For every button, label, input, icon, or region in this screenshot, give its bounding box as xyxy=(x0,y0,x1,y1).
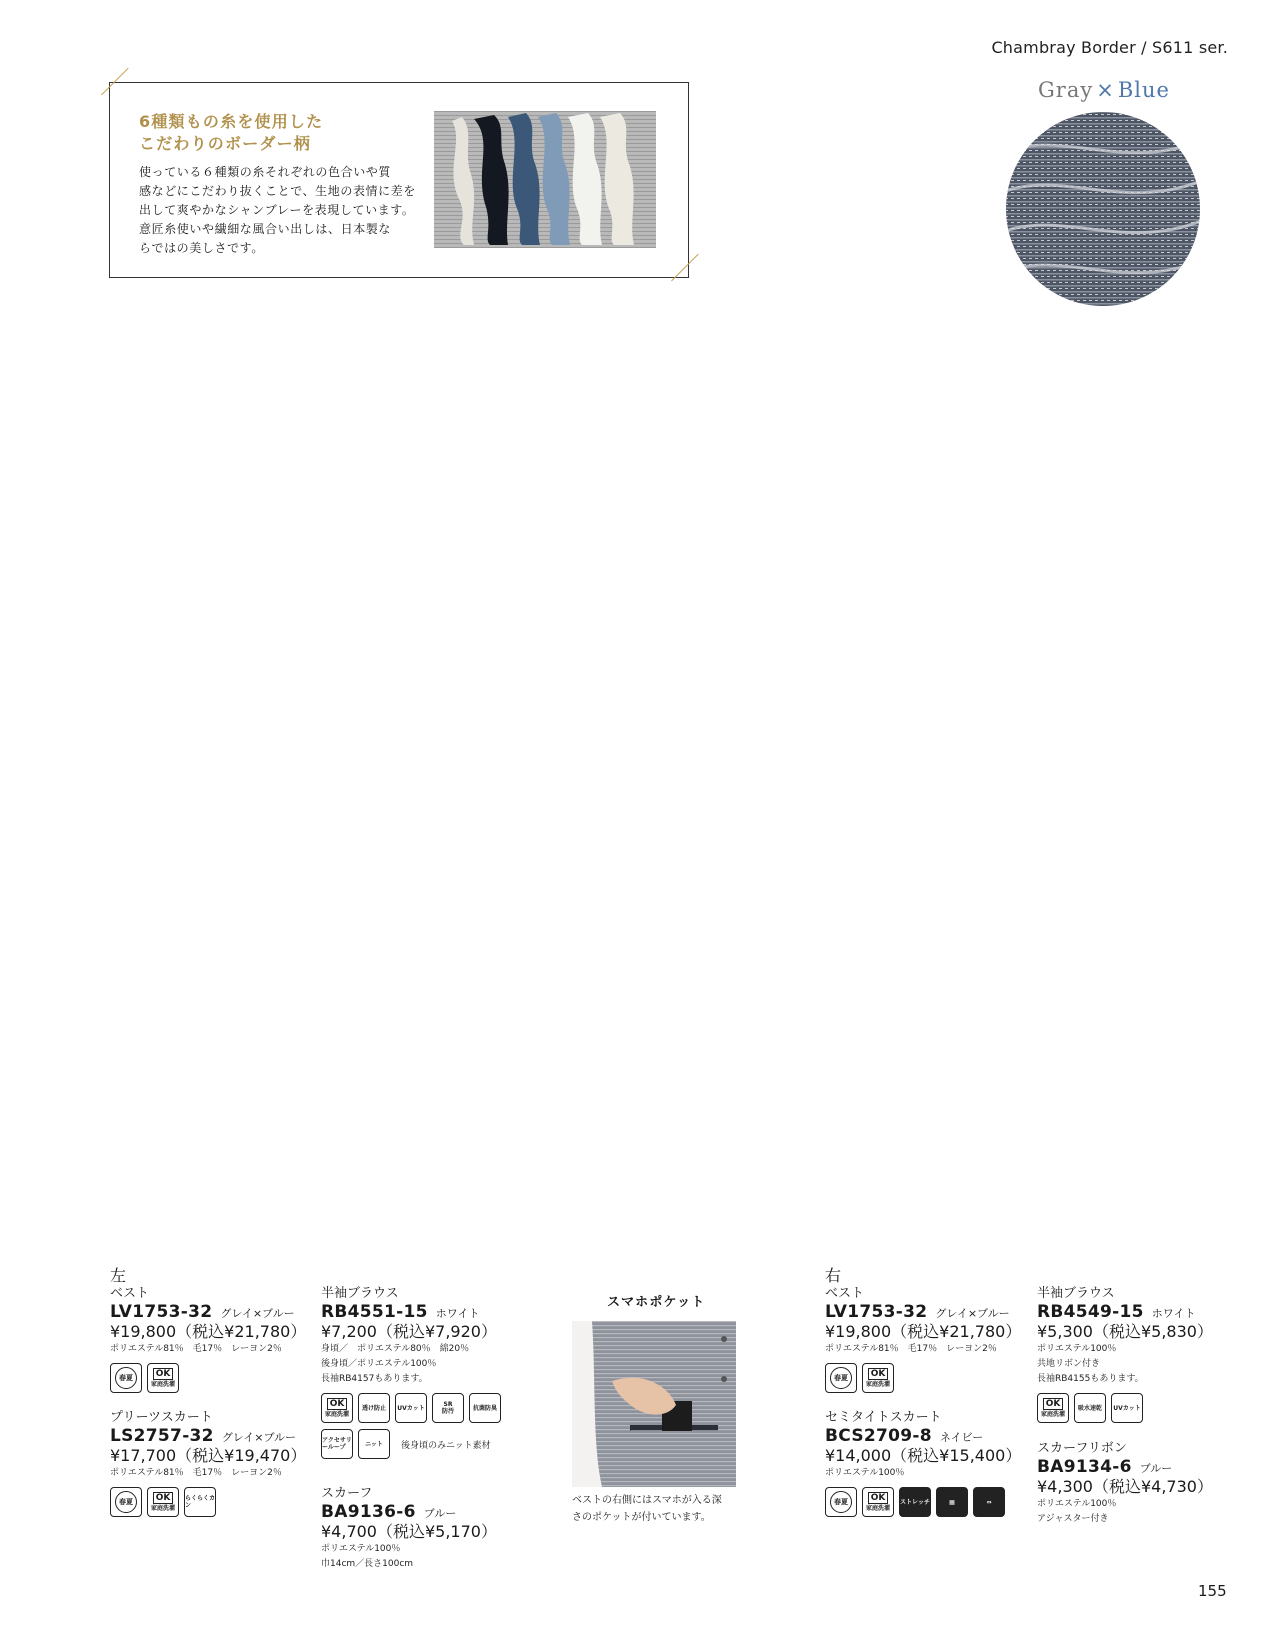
yarn-photo xyxy=(434,111,656,248)
stain-label: 防汚 xyxy=(441,1408,454,1415)
product-material: ポリエステル100％ xyxy=(321,1544,401,1554)
pattern-icon: ▦ xyxy=(936,1487,968,1517)
product-price: ¥5,300（税込¥5,830） xyxy=(1037,1322,1213,1341)
knit-icon xyxy=(358,1429,390,1459)
product-note: アジャスター付き xyxy=(1037,1514,1109,1524)
home-wash-label: 家庭洗濯 xyxy=(324,1411,349,1418)
left-heading: 左 xyxy=(110,1266,127,1285)
knit-label: ニット xyxy=(365,1440,383,1448)
color-x: × xyxy=(1096,78,1115,102)
feature-body-line: 出して爽やかなシャンブレーを表現しています。 xyxy=(139,203,415,217)
see-through-icon xyxy=(358,1393,390,1423)
home-wash-icon xyxy=(862,1363,894,1393)
ok-label: OK xyxy=(868,1492,889,1504)
season-label: 春夏 xyxy=(115,1491,137,1513)
uv-label: UVカット xyxy=(397,1404,425,1412)
care-icons xyxy=(825,1487,1021,1517)
feature-title xyxy=(139,111,323,155)
product-category: セミタイトスカート xyxy=(825,1410,942,1425)
season-icon xyxy=(110,1363,142,1393)
product-price: ¥14,000（税込¥15,400） xyxy=(825,1446,1022,1465)
left-scarf xyxy=(321,1486,497,1572)
product-code: RB4551-15 xyxy=(321,1302,428,1322)
product-category: 半袖ブラウス xyxy=(1037,1286,1115,1301)
uv-cut-icon xyxy=(395,1393,427,1423)
product-code: BCS2709-8 xyxy=(825,1426,932,1446)
product-category: スカーフ xyxy=(321,1486,373,1501)
corner-decoration xyxy=(101,68,129,96)
product-category: ベスト xyxy=(110,1286,150,1301)
home-wash-icon xyxy=(321,1393,353,1423)
home-wash-label: 家庭洗濯 xyxy=(150,1381,175,1388)
product-color: グレイ×ブルー xyxy=(221,1431,297,1444)
page-number: 155 xyxy=(1198,1582,1227,1600)
sr-label: SR xyxy=(443,1401,453,1408)
home-wash-icon xyxy=(1037,1393,1069,1423)
pocket-photo xyxy=(572,1321,736,1487)
series-title: Chambray Border / S611 ser. xyxy=(991,38,1228,57)
right-ribbon xyxy=(1037,1441,1213,1527)
care-icons xyxy=(321,1393,501,1423)
product-color: ホワイト xyxy=(435,1307,480,1320)
product-price: ¥7,200（税込¥7,920） xyxy=(321,1322,497,1341)
home-wash-label: 家庭洗濯 xyxy=(1040,1411,1065,1418)
home-wash-label: 家庭洗濯 xyxy=(865,1505,890,1512)
corner-decoration xyxy=(671,254,699,282)
product-category: 半袖ブラウス xyxy=(321,1286,399,1301)
season-label: 春夏 xyxy=(115,1367,137,1389)
color-label xyxy=(1038,78,1170,102)
left-vest xyxy=(110,1286,306,1393)
product-category: スカーフリボン xyxy=(1037,1441,1127,1456)
feature-body-line: 感などにこだわり抜くことで、生地の表情に差を xyxy=(139,184,416,198)
product-color: グレイ×ブルー xyxy=(935,1307,1010,1320)
color-blue: Blue xyxy=(1117,78,1170,102)
feature-title-line: こだわりのボーダー柄 xyxy=(139,134,312,153)
uv-label: UVカット xyxy=(1113,1404,1141,1412)
product-code: LV1753-32 xyxy=(110,1302,213,1322)
product-material: ポリエステル100％ xyxy=(1037,1499,1117,1509)
uv-cut-icon xyxy=(1111,1393,1143,1423)
product-material: 後身頃／ポリエステル100％ xyxy=(321,1359,437,1369)
feature-title-line: 6種類もの糸を使用した xyxy=(139,112,324,131)
product-code: BA9136-6 xyxy=(321,1502,416,1522)
product-code: LS2757-32 xyxy=(110,1426,214,1446)
care-icons xyxy=(1037,1393,1213,1423)
ok-label: OK xyxy=(327,1398,348,1410)
care-icons xyxy=(825,1363,1021,1393)
stretch-icon xyxy=(899,1487,931,1517)
product-price: ¥17,700（税込¥19,470） xyxy=(110,1446,307,1465)
product-material: 共地リボン付き xyxy=(1037,1359,1101,1369)
stretch-label: ストレッチ xyxy=(900,1498,930,1506)
season-icon xyxy=(825,1363,857,1393)
product-material: ポリエステル81％ 毛17％ レーヨン2％ xyxy=(825,1344,997,1354)
feature-box xyxy=(109,82,689,278)
product-price: ¥19,800（税込¥21,780） xyxy=(110,1322,307,1341)
antibacterial-icon xyxy=(469,1393,501,1423)
product-material: ポリエステル100％ xyxy=(1037,1344,1117,1354)
stain-guard-icon xyxy=(432,1393,464,1423)
care-icons xyxy=(110,1363,306,1393)
home-wash-icon xyxy=(862,1487,894,1517)
product-material: 身頃／ ポリエステル80％ 綿20％ xyxy=(321,1344,470,1354)
pocket-caption-line: さのポケットが付いています。 xyxy=(572,1512,711,1523)
knit-note: 後身頃のみニット素材 xyxy=(401,1440,491,1451)
home-wash-label: 家庭洗濯 xyxy=(865,1381,890,1388)
product-color: グレイ×ブルー xyxy=(220,1307,295,1320)
home-wash-icon xyxy=(147,1363,179,1393)
product-size: 巾14cm／長さ100cm xyxy=(321,1559,414,1569)
feature-body-line: らではの美しさです。 xyxy=(139,241,264,255)
feature-body xyxy=(139,163,416,258)
product-code: LV1753-32 xyxy=(825,1302,928,1322)
product-material: ポリエステル81％ 毛17％ レーヨン2％ xyxy=(110,1468,282,1478)
feature-body-line: 意匠糸使いや繊細な風合い出しは、日本製な xyxy=(139,222,392,236)
easy-wrap-icon xyxy=(184,1487,216,1517)
product-price: ¥4,300（税込¥4,730） xyxy=(1037,1477,1213,1496)
season-label: 春夏 xyxy=(830,1367,852,1389)
left-skirt xyxy=(110,1410,306,1517)
product-price: ¥19,800（税込¥21,780） xyxy=(825,1322,1022,1341)
quick-dry-icon xyxy=(1074,1393,1106,1423)
product-category: プリーツスカート xyxy=(110,1410,213,1425)
product-material: 長袖RB4155もあります。 xyxy=(1037,1374,1144,1384)
flex-icon: ⇔ xyxy=(973,1487,1005,1517)
season-icon xyxy=(825,1487,857,1517)
home-wash-label: 家庭洗濯 xyxy=(150,1505,175,1512)
right-vest xyxy=(825,1286,1021,1393)
quickdry-label: 吸水速乾 xyxy=(1077,1404,1102,1412)
product-color: ブルー xyxy=(423,1507,457,1520)
product-code: BA9134-6 xyxy=(1037,1457,1132,1477)
care-icons xyxy=(321,1429,501,1459)
season-icon xyxy=(110,1487,142,1517)
product-price: ¥4,700（税込¥5,170） xyxy=(321,1522,497,1541)
ok-label: OK xyxy=(1043,1398,1064,1410)
ok-label: OK xyxy=(153,1368,174,1380)
pocket-title: スマホポケット xyxy=(607,1295,706,1310)
accessory-loop-icon xyxy=(321,1429,353,1459)
ok-label: OK xyxy=(868,1368,889,1380)
left-blouse xyxy=(321,1286,501,1459)
home-wash-icon xyxy=(147,1487,179,1517)
product-material: 長袖RB4157もあります。 xyxy=(321,1374,428,1384)
product-color: ホワイト xyxy=(1151,1307,1196,1320)
pocket-caption-line: ベストの右側にはスマホが入る深 xyxy=(572,1495,722,1506)
ok-label: OK xyxy=(153,1492,174,1504)
product-color: ネイビー xyxy=(939,1431,984,1444)
product-code: RB4549-15 xyxy=(1037,1302,1144,1322)
right-heading: 右 xyxy=(825,1266,842,1285)
fabric-swatch xyxy=(1005,111,1201,307)
pocket-caption xyxy=(572,1492,742,1526)
product-color: ブルー xyxy=(1139,1462,1173,1475)
care-icons xyxy=(110,1487,306,1517)
product-category: ベスト xyxy=(825,1286,865,1301)
accessory-label: アクセサリーループ xyxy=(322,1437,352,1451)
right-blouse xyxy=(1037,1286,1213,1423)
feature-body-line: 使っている６種類の糸それぞれの色合いや質 xyxy=(139,165,392,179)
right-skirt xyxy=(825,1410,1021,1517)
color-gray: Gray xyxy=(1038,78,1094,102)
see-through-label: 透け防止 xyxy=(361,1404,386,1412)
product-material: ポリエステル100％ xyxy=(825,1468,905,1478)
antibac-label: 抗菌防臭 xyxy=(472,1404,497,1412)
easy-wrap-label: らくらくカン xyxy=(185,1495,216,1509)
product-material: ポリエステル81％ 毛17％ レーヨン2％ xyxy=(110,1344,282,1354)
season-label: 春夏 xyxy=(830,1491,852,1513)
